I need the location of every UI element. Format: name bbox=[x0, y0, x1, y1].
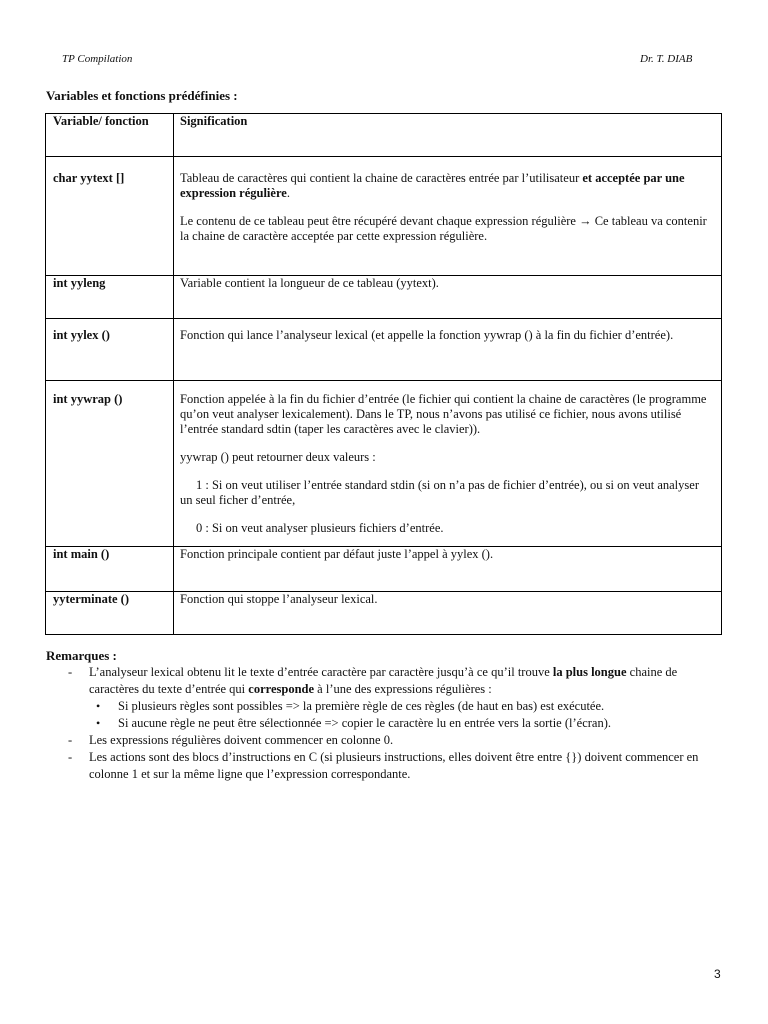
bullet-marker: • bbox=[96, 699, 101, 713]
table-row bbox=[46, 157, 722, 276]
remark-text: chaine de caractères du texte d’entrée qui bbox=[89, 665, 678, 696]
row-name: int main () bbox=[46, 547, 174, 592]
row-description bbox=[174, 381, 722, 547]
desc-bold: et acceptée par une expression régulière bbox=[180, 171, 685, 200]
remark-text: Si plusieurs règles sont possibles => la première règle de ces règles (de haut en bas) est exécutée. bbox=[118, 699, 605, 713]
row-name: int yywrap () bbox=[46, 381, 174, 547]
remark-text: L’analyseur lexical obtenu lit le texte d’entrée caractère par caractère jusqu’à ce qu’il trouve bbox=[89, 665, 553, 679]
remark-text: Si aucune règle ne peut être sélectionnée => copier le caractère lu en entrée vers la sortie (l’écran). bbox=[118, 716, 611, 730]
list-item bbox=[46, 715, 726, 732]
remark-text: Les actions sont des blocs d’instructions en C (si plusieurs instructions, elles doivent être entre {}) doivent commencer en colonne 1 et sur la même ligne que l’expression correspondante. bbox=[89, 750, 699, 781]
section-title: Variables et fonctions prédéfinies : bbox=[46, 88, 238, 103]
row-description: Variable contient la longueur de ce tableau (yytext). bbox=[174, 276, 722, 319]
row-description: Fonction qui lance l’analyseur lexical (et appelle la fonction yywrap () à la fin du fichier d’entrée). bbox=[174, 319, 722, 381]
remark-bold: corresponde bbox=[248, 682, 315, 696]
col-header-signification: Signification bbox=[174, 114, 722, 157]
row-description: Fonction qui stoppe l’analyseur lexical. bbox=[174, 592, 722, 635]
table-row bbox=[46, 547, 722, 592]
bullet-marker: • bbox=[96, 716, 101, 730]
list-item bbox=[46, 749, 726, 783]
row-description: Fonction principale contient par défaut juste l’appel à yylex (). bbox=[174, 547, 722, 592]
desc-paragraph: 1 : Si on veut utiliser l’entrée standard stdin (si on n’a pas de fichier d’entrée), ou si on veut analyser un seul ficher d’entrée, bbox=[180, 478, 699, 507]
header-author: Dr. T. DIAB bbox=[640, 53, 693, 65]
predefined-table bbox=[45, 113, 722, 635]
table-header-row bbox=[46, 114, 722, 157]
page-number: 3 bbox=[714, 967, 721, 981]
desc-text: Tableau de caractères qui contient la chaine de caractères entrée par l’utilisateur bbox=[180, 171, 583, 185]
list-item bbox=[46, 732, 726, 749]
list-item bbox=[46, 664, 726, 698]
row-name: char yytext [] bbox=[46, 157, 174, 276]
list-item bbox=[46, 698, 726, 715]
col-header-variable: Variable/ fonction bbox=[46, 114, 174, 157]
dash-marker: - bbox=[68, 733, 73, 747]
table-row bbox=[46, 319, 722, 381]
desc-paragraph: yywrap () peut retourner deux valeurs : bbox=[180, 450, 376, 464]
table-row bbox=[46, 381, 722, 547]
remark-text: à l’une des expressions régulières : bbox=[314, 682, 492, 696]
table-row bbox=[46, 592, 722, 635]
dash-marker: - bbox=[68, 665, 73, 679]
row-name: yyterminate () bbox=[46, 592, 174, 635]
remark-bold: la plus longue bbox=[552, 665, 627, 679]
desc-paragraph bbox=[180, 171, 713, 201]
row-name: int yylex () bbox=[46, 319, 174, 381]
dash-marker: - bbox=[68, 750, 73, 764]
desc-text: . bbox=[286, 186, 290, 200]
row-description bbox=[174, 157, 722, 276]
header-course-title: TP Compilation bbox=[62, 53, 133, 65]
desc-paragraph: Fonction appelée à la fin du fichier d’entrée (le fichier qui contient la chaine de caractères (le programme qu’on veut analyser lexicalement). Dans le TP, nous n’avons pas utilisé ce fichier, nous avons utilisé l’entrée standard sdtin (taper les caractères avec le clavier)). bbox=[180, 392, 707, 436]
remarks-list bbox=[46, 664, 726, 783]
table-row bbox=[46, 276, 722, 319]
remarks-title: Remarques : bbox=[46, 648, 117, 663]
desc-paragraph: Le contenu de ce tableau peut être récupéré devant chaque expression régulière → Ce tableau va contenir la chaine de caractère acceptée par cette expression régulière. bbox=[180, 214, 707, 243]
row-name: int yyleng bbox=[46, 276, 174, 319]
desc-paragraph: 0 : Si on veut analyser plusieurs fichiers d’entrée. bbox=[196, 521, 444, 535]
remark-text: Les expressions régulières doivent commencer en colonne 0. bbox=[89, 733, 394, 747]
